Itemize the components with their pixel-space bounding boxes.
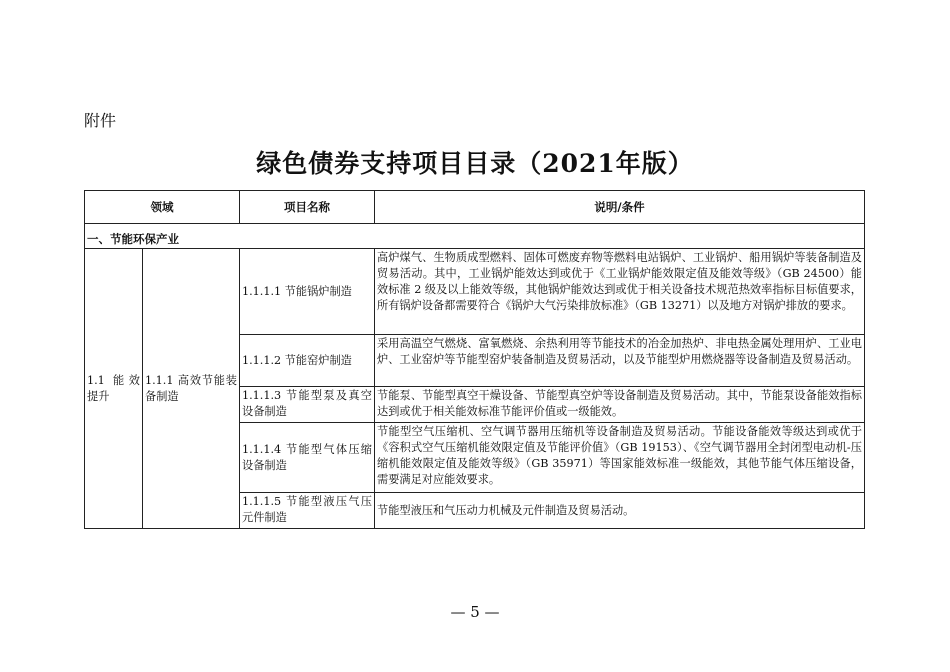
domain-level3-cell: 1.1.1 高效节能装备制造: [143, 249, 240, 529]
catalog-table: [84, 190, 865, 529]
domain-level2-cell: 1.1 能效提升: [85, 249, 143, 529]
description-cell: 节能型空气压缩机、空气调节器用压缩机等设备制造及贸易活动。节能设备能效等级达到或优于《容积式空气压缩机能效限定值及节能评价值》（GB 19153）、《空气调节器用全封闭型电动机-压缩机能效限定值及能效等级》（GB 35971）等国家能效标准一级能效，其他节能气体压缩设备，需要满足对应能效要求。: [375, 423, 865, 493]
description-cell: 采用高温空气燃烧、富氧燃烧、余热利用等节能技术的冶金加热炉、非电热金属处理用炉、工业电炉、工业窑炉等节能型窑炉装备制造及贸易活动，以及节能型炉用燃烧器等设备制造及贸易活动。: [375, 335, 865, 387]
project-name-cell: 1.1.1.3 节能型泵及真空设备制造: [240, 387, 375, 423]
header-description: 说明/条件: [375, 191, 865, 224]
attachment-label: 附件: [84, 111, 117, 130]
project-name-cell: 1.1.1.5 节能型液压气压元件制造: [240, 493, 375, 529]
description-cell: 高炉煤气、生物质成型燃料、固体可燃废弃物等燃料电站锅炉、工业锅炉、船用锅炉等装备制造及贸易活动。其中，工业锅炉能效达到或优于《工业锅炉能效限定值及能效等级》（GB 24500）能效标准 2 级及以上能效等级，其他锅炉能效达到或优于相关设备技术规范热效率指标目标值要求，所有锅炉设备都需要符合《锅炉大气污染排放标准》（GB 13271）以及地方对锅炉排放的要求。: [375, 249, 865, 335]
description-cell: 节能泵、节能型真空干燥设备、节能型真空炉等设备制造及贸易活动。其中，节能泵设备能效指标达到或优于相关能效标准节能评价值或一级能效。: [375, 387, 865, 423]
description-cell: 节能型液压和气压动力机械及元件制造及贸易活动。: [375, 493, 865, 529]
project-name-cell: 1.1.1.4 节能型气体压缩设备制造: [240, 423, 375, 493]
header-project-name: 项目名称: [240, 191, 375, 224]
section-row: [85, 224, 865, 249]
section-title: 一、节能环保产业: [85, 224, 865, 249]
project-name-cell: 1.1.1.2 节能窑炉制造: [240, 335, 375, 387]
table-header-row: [85, 191, 865, 224]
table-row: [85, 249, 865, 335]
project-name-cell: 1.1.1.1 节能锅炉制造: [240, 249, 375, 335]
page-number: — 5 —: [450, 603, 500, 621]
document-title: 绿色债券支持项目目录（2021年版）: [256, 149, 694, 178]
header-domain: 领域: [85, 191, 240, 224]
